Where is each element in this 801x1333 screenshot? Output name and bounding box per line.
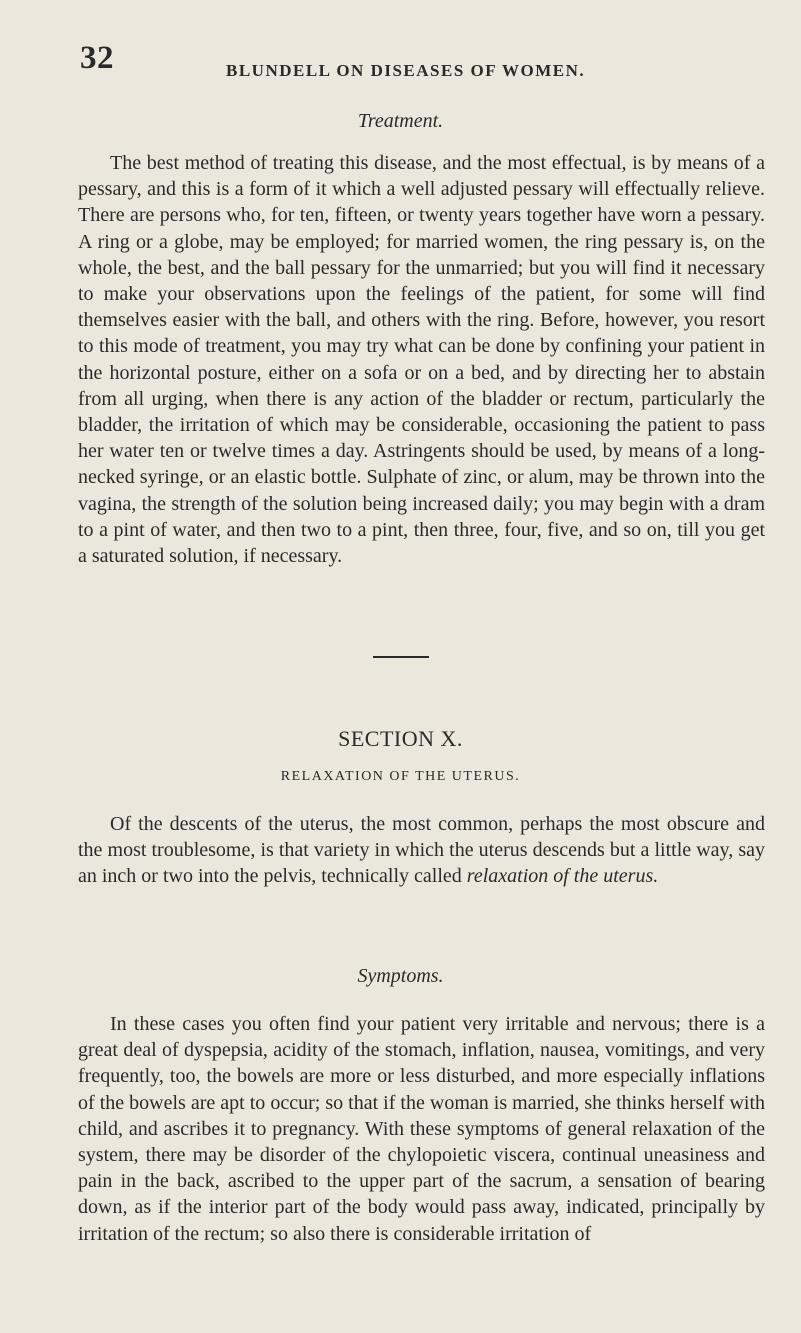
page-header (80, 40, 761, 80)
treatment-paragraph: The best method of treating this disease, and the most effectual, is by means of a pessary, and this is a form of it which a well adjusted pessary will effectually relieve. There are persons who, for ten, fifteen, or twenty years together have worn a pessary. A ring or a globe, may be employed; for married women, the ring pessary is, on the whole, the best, and the ball pessary for the unmarried; but you will find it necessary to make your observations upon the feelings of the patient, for some will find themselves easier with the ball, and others with the ring. Before, however, you resort to this mode of treatment, you may try what can be done by confining your patient in the horizontal posture, either on a sofa or on a bed, and by directing her to abstain from all urging, when there is any action of the bladder or rectum, particularly the bladder, the irritation of which may be considerable, occasioning the patient to pass her water ten or twelve times a day. Astringents should be used, by means of a long-necked syringe, or an elastic bottle. Sulphate of zinc, or alum, may be thrown into the vagina, the strength of the solution being increased daily; you may begin with a dram to a pint of water, and then two to a pint, then three, four, five, and so on, till you get a saturated solution, if necessary. (78, 152, 765, 568)
page-number: 32 (80, 40, 114, 76)
section-title: SECTION X. (338, 726, 463, 751)
section-intro-term: relaxation of the uterus. (466, 865, 659, 888)
section-intro-paragraph (78, 811, 765, 890)
symptoms-heading: Symptoms. (357, 965, 444, 987)
section-divider (373, 656, 429, 658)
section-subtitle: RELAXATION OF THE UTERUS. (280, 769, 521, 784)
running-head: BLUNDELL ON DISEASES OF WOMEN. (226, 61, 586, 80)
section-intro-text: Of the descents of the uterus, the most common, perhaps the most obscure and the most troublesome, is that variety in which the uterus descends but a little way, say an inch or two into the pelvis, technically called (78, 813, 765, 888)
treatment-heading: Treatment. (357, 110, 444, 132)
symptoms-paragraph: In these cases you often find your patient very irritable and nervous; there is a great deal of dyspepsia, acidity of the stomach, inflation, nausea, vomitings, and very frequently, too, the bowels are more or less disturbed, and more especially inflations of the bowels are apt to occur; so that if the woman is married, she thinks herself with child, and ascribes it to pregnancy. With these symptoms of general relaxation of the system, there may be disorder of the chylopoietic viscera, continual uneasiness and pain in the back, ascribed to the upper part of the sacrum, a sensation of bearing down, as if the interior part of the body would pass away, indicated, principally by irritation of the rectum; so also there is considerable irritation of (78, 1013, 765, 1245)
